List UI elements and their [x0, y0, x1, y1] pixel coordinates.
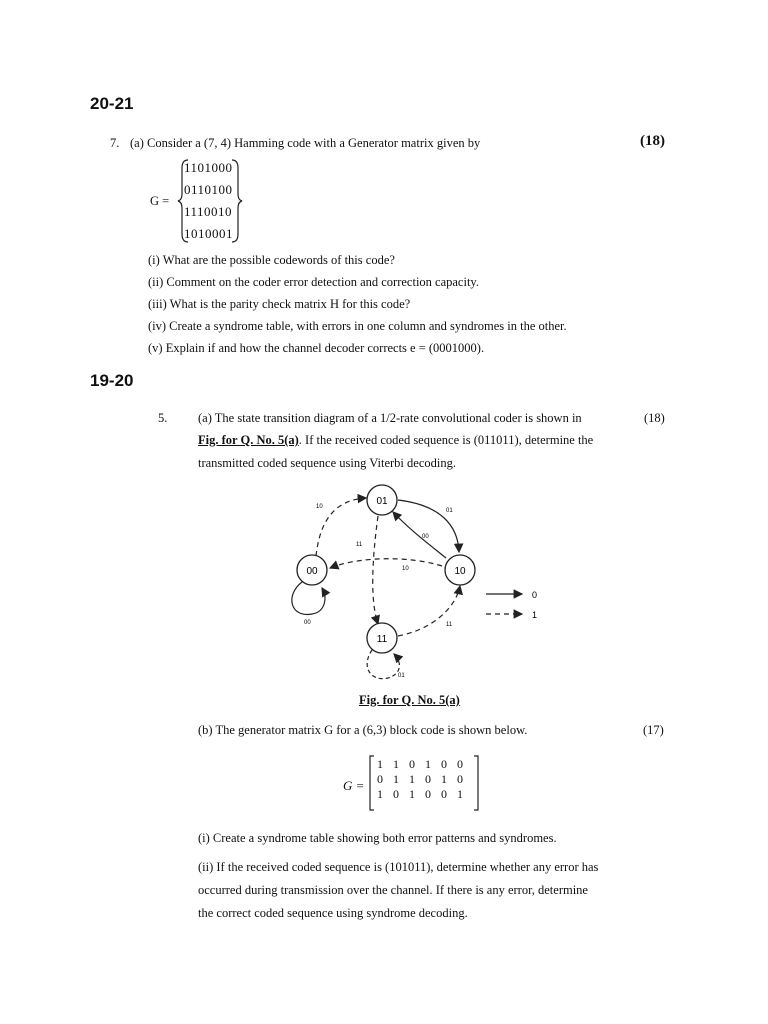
year-heading-19-20: 19-20	[90, 371, 134, 390]
matrix-b-cell: 1	[441, 772, 447, 786]
matrix-row: 1010001	[184, 226, 233, 241]
matrix-b-cell: 0	[377, 772, 383, 786]
matrix-b-row	[372, 772, 468, 787]
figure-caption: Fig. for Q. No. 5(a)	[359, 693, 460, 707]
generator-label-b: G =	[343, 778, 365, 793]
question-7-text: (a) Consider a (7, 4) Hamming code with a Generator matrix given by	[130, 136, 481, 150]
question-5-number: 5.	[158, 411, 168, 425]
edge-10-to-01	[393, 512, 446, 558]
matrix-b-cell: 1	[457, 787, 463, 801]
state-label: 00	[306, 566, 318, 577]
matrix-b-row	[372, 757, 468, 772]
edge-label: 10	[316, 504, 323, 510]
matrix-b-cell: 1	[409, 787, 415, 801]
legend-label: 0	[532, 590, 538, 600]
edge-label: 01	[446, 508, 453, 514]
matrix-b-cell: 1	[377, 787, 383, 801]
matrix-b-cell: 1	[425, 757, 431, 771]
edge-label: 11	[446, 622, 453, 628]
subpart-iv: (iv) Create a syndrome table, with errors in one column and syndromes in the other.	[148, 319, 567, 333]
part-a-marks: (18)	[644, 411, 665, 425]
edge-10-to-00	[330, 559, 442, 568]
generator-matrix-b	[372, 757, 468, 802]
question-7-number: 7.	[110, 136, 120, 150]
subpart-ii: (ii) Comment on the coder error detection and correction capacity.	[148, 275, 479, 289]
edge-label: 11	[356, 542, 363, 548]
year-heading-20-21: 20-21	[90, 94, 134, 113]
self-loop-11	[367, 650, 399, 679]
matrix-b-cell: 0	[409, 757, 415, 771]
part-a-line-3: transmitted coded sequence using Viterbi decoding.	[198, 456, 456, 470]
matrix-b-cell: 1	[409, 772, 415, 786]
matrix-b-row	[372, 787, 468, 802]
state-label: 01	[376, 496, 388, 507]
edge-label: 10	[402, 566, 409, 572]
subpart-ii-line: (ii) If the received coded sequence is (101011), determine whether any error has	[198, 860, 599, 874]
edge-label: 01	[398, 673, 405, 679]
matrix-row: 1101000	[184, 160, 233, 175]
legend-label: 1	[532, 610, 538, 620]
matrix-b-cell: 0	[457, 757, 463, 771]
subpart-ii-line: occurred during transmission over the channel. If there is any error, determine	[198, 883, 588, 897]
matrix-row: 0110100	[184, 182, 233, 197]
question-7-marks: (18)	[640, 133, 665, 149]
edge-label: 00	[304, 620, 311, 626]
matrix-b-cell: 0	[457, 772, 463, 786]
subpart-i: (i) What are the possible codewords of this code?	[148, 253, 395, 267]
part-a-line-1: (a) The state transition diagram of a 1/2-rate convolutional coder is shown in	[198, 411, 582, 425]
edge-11-to-10	[398, 586, 460, 636]
part-a-line-2-text: . If the received coded sequence is (011011), determine the	[298, 433, 594, 447]
state-label: 11	[376, 634, 388, 645]
self-loop-00	[292, 582, 325, 614]
edge-01-to-11	[373, 516, 378, 624]
subpart-ii-line: the correct coded sequence using syndrome decoding.	[198, 906, 468, 920]
matrix-b-cell: 0	[441, 787, 447, 801]
part-b-marks: (17)	[643, 723, 664, 737]
state-label: 10	[454, 566, 466, 577]
part-b-subpart-i: (i) Create a syndrome table showing both error patterns and syndromes.	[198, 831, 557, 845]
matrix-b-cell: 0	[425, 787, 431, 801]
matrix-row: 1110010	[184, 204, 233, 219]
subpart-v: (v) Explain if and how the channel decoder corrects e = (0001000).	[148, 341, 485, 355]
part-b-text: (b) The generator matrix G for a (6,3) block code is shown below.	[198, 723, 528, 737]
edge-label: 00	[422, 534, 429, 540]
figure-reference: Fig. for Q. No. 5(a)	[198, 433, 299, 447]
subpart-iii: (iii) What is the parity check matrix H for this code?	[148, 297, 411, 311]
matrix-b-cell: 1	[393, 772, 399, 786]
matrix-b-cell: 1	[377, 757, 383, 771]
generator-label: G =	[150, 194, 170, 208]
matrix-b-cell: 0	[393, 787, 399, 801]
matrix-b-cell: 0	[441, 757, 447, 771]
matrix-b-cell: 0	[425, 772, 431, 786]
matrix-b-cell: 1	[393, 757, 399, 771]
part-b-subpart-ii	[198, 860, 598, 929]
